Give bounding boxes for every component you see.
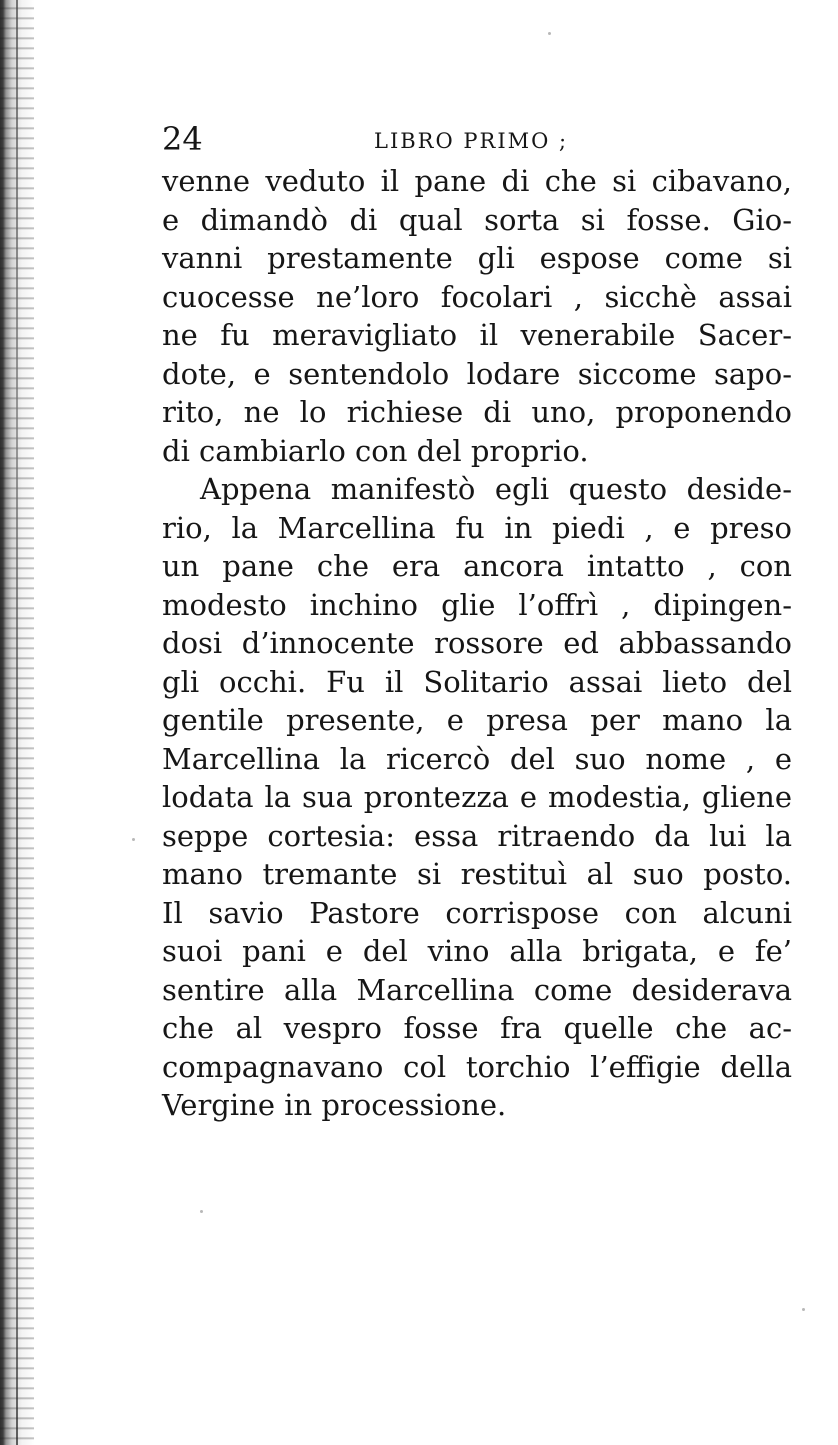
paragraph-start-line: Appena manifestò egli questo deside- xyxy=(200,472,792,506)
text-line: gentile presente, e presa per mano la xyxy=(162,703,792,737)
text-line: di cambiarlo con del proprio. xyxy=(162,433,589,468)
binding-shadow-line xyxy=(16,0,18,1445)
text-line: compagnavano col torchio l’effigie della xyxy=(162,1049,792,1084)
paper-speck xyxy=(802,1308,805,1311)
text-line: lodata la sua prontezza e modestia, gliene xyxy=(162,780,792,814)
text-line: dote, e sentendolo lodare siccome sapo- xyxy=(162,356,792,391)
text-line: rio, la Marcellina fu in piedi , e preso xyxy=(162,510,792,545)
paper-speck xyxy=(200,1210,203,1213)
text-line: Vergine in processione. xyxy=(162,1088,507,1122)
text-line: seppe cortesia: essa ritraendo da lui la xyxy=(162,818,792,853)
paper-speck xyxy=(548,32,551,35)
page-header xyxy=(162,118,792,160)
body-text xyxy=(162,162,792,1125)
text-line: e dimandò di qual sorta si fosse. Gio- xyxy=(162,202,792,237)
text-line: suoi pani e del vino alla brigata, e fe’ xyxy=(162,934,792,968)
running-title: LIBRO PRIMO ; xyxy=(374,129,569,153)
text-line: venne veduto il pane di che si cibavano, xyxy=(162,164,792,198)
text-line: rito, ne lo richiese di uno, proponendo xyxy=(162,395,792,429)
text-line: Il savio Pastore corrispose con alcuni xyxy=(162,895,792,930)
paper-speck xyxy=(132,838,135,841)
text-line: gli occhi. Fu il Solitario assai lieto del xyxy=(162,664,792,699)
text-line: modesto inchino glie l’offrì , dipingen- xyxy=(162,587,792,622)
text-line: un pane che era ancora intatto , con xyxy=(162,549,792,583)
text-line: mano tremante si restituì al suo posto. xyxy=(162,857,792,891)
text-line: Marcellina la ricercò del suo nome , e xyxy=(162,741,792,776)
text-line: cuocesse ne’loro focolari , sicchè assai xyxy=(162,279,792,314)
text-line: ne fu meravigliato il venerabile Sacer- xyxy=(162,318,792,352)
text-line: che al vespro fosse fra quelle che ac- xyxy=(162,1011,792,1045)
text-line: dosi d’innocente rossore ed abbassando xyxy=(162,626,792,660)
text-line: sentire alla Marcellina come desiderava xyxy=(162,972,792,1007)
page-number: 24 xyxy=(162,120,203,158)
text-line: vanni prestamente gli espose come si xyxy=(162,241,792,275)
